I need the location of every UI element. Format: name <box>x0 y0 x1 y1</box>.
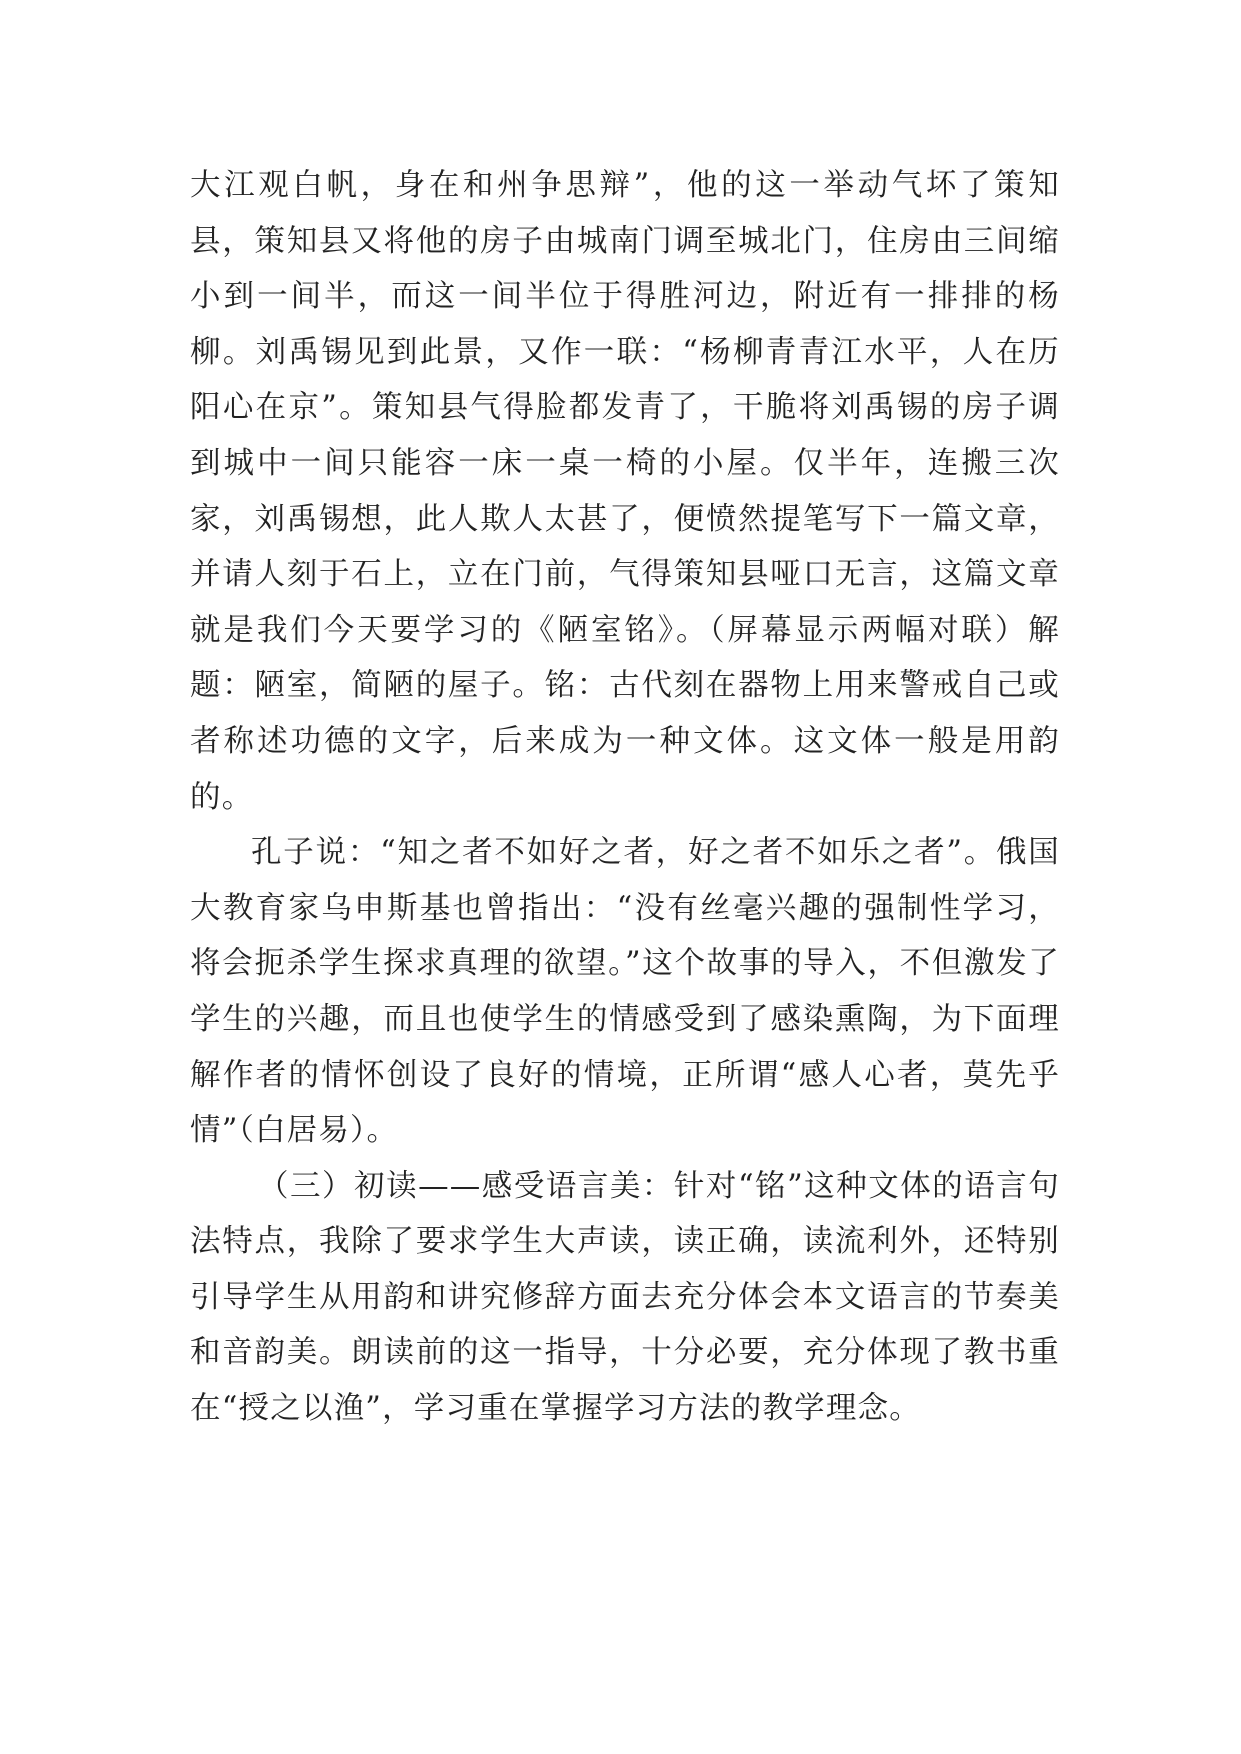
body-text <box>190 158 1060 1437</box>
paragraph-first-reading: （三）初读——感受语言美：针对“铭”这种文体的语言句法特点，我除了要求学生大声读，读正确，读流利外，还特别引导学生从用韵和讲究修辞方面去充分体会本文语言的节奏美和音韵美。朗读前的这一指导，十分必要，充分体现了教书重在“授之以渔”，学习重在掌握学习方法的教学理念。 <box>190 1168 1060 1427</box>
paragraph-story: 大江观白帆，身在和州争思辩”，他的这一举动气坏了策知县，策知县又将他的房子由城南门调至城北门，住房由三间缩小到一间半，而这一间半位于得胜河边，附近有一排排的杨柳。刘禹锡见到此景，又作一联：“杨柳青青江水平，人在历阳心在京”。策知县气得脸都发青了，干脆将刘禹锡的房子调到城中一间只能容一床一桌一椅的小屋。仅半年，连搬三次家，刘禹锡想，此人欺人太甚了，便愤然提笔写下一篇文章，并请人刻于石上，立在门前，气得策知县哑口无言，这篇文章就是我们今天要学习的《陋室铭》。（屏幕显示两幅对联）解题：陋室，简陋的屋子。铭：古代刻在器物上用来警戒自己或者称述功德的文字，后来成为一种文体。这文体一般是用韵的。 <box>190 168 1060 815</box>
paragraph-confucius: 孔子说：“知之者不如好之者，好之者不如乐之者”。俄国大教育家乌申斯基也曾指出：“没有丝毫兴趣的强制性学习，将会扼杀学生探求真理的欲望。”这个故事的导入，不但激发了学生的兴趣，而且也使学生的情感受到了感染熏陶，为下面理解作者的情怀创设了良好的情境，正所谓“感人心者，莫先乎情”（白居易）。 <box>190 835 1060 1149</box>
